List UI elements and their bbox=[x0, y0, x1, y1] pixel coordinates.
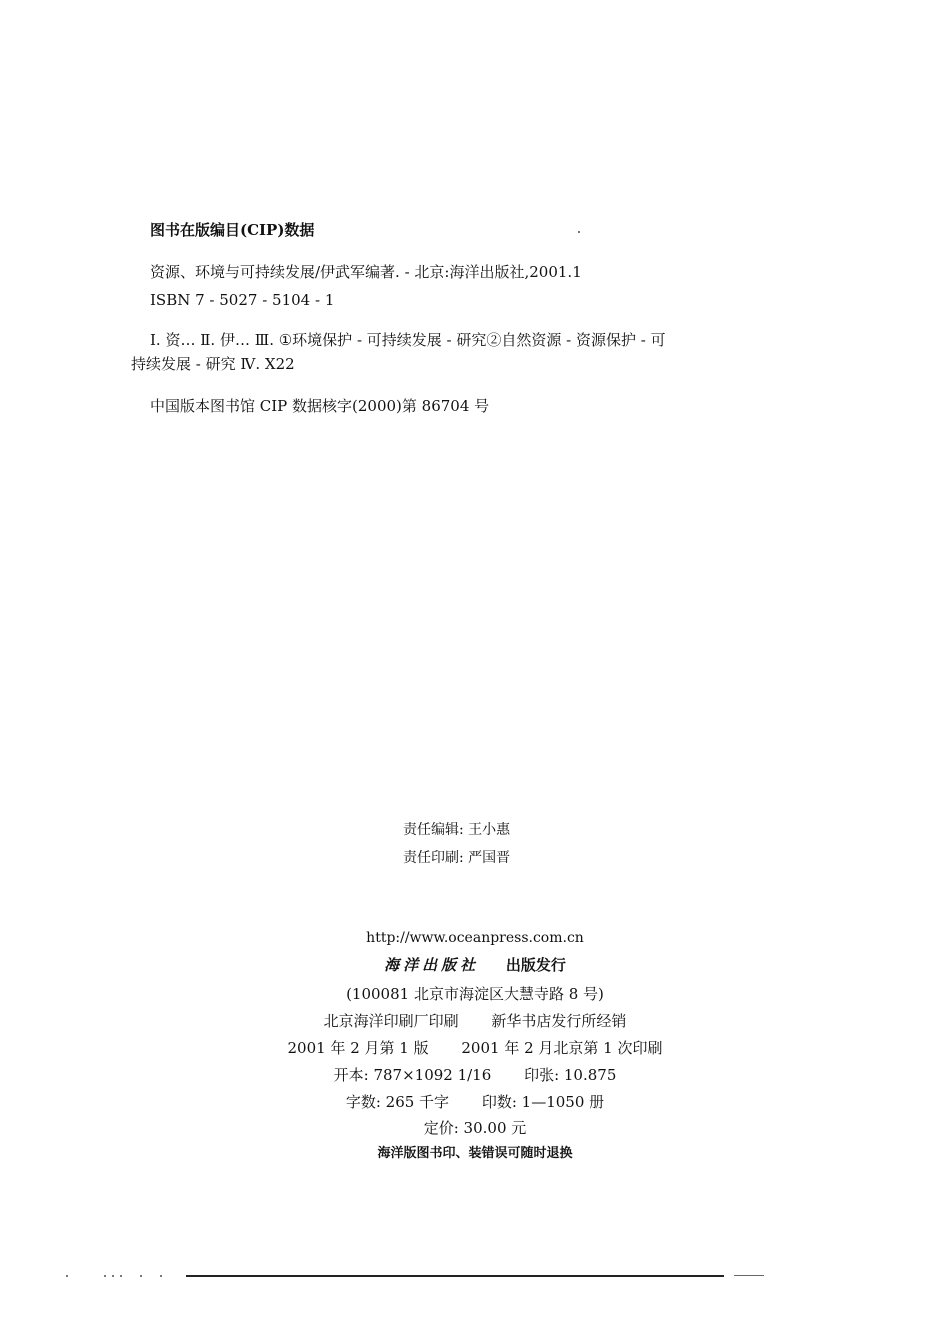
return-notice: 海洋版图书印、装错误可随时退换 bbox=[377, 1146, 573, 1161]
bottom-rule-fragment bbox=[734, 1275, 764, 1276]
printer-row bbox=[0, 1011, 950, 1031]
subject-line-2: 持续发展 - 研究 Ⅳ. X22 bbox=[131, 355, 295, 373]
publisher-address: (100081 北京市海淀区大慧寺路 8 号) bbox=[346, 985, 604, 1003]
word-count: 字数: 265 千字 bbox=[345, 1093, 450, 1111]
cip-record-number: 中国版本图书馆 CIP 数据核字(2000)第 86704 号 bbox=[150, 397, 490, 415]
scan-speck bbox=[66, 1275, 68, 1277]
responsible-printing: 责任印刷: 严国晋 bbox=[403, 850, 511, 866]
scan-speck bbox=[160, 1275, 162, 1277]
scan-speck bbox=[120, 1275, 122, 1277]
publisher-row bbox=[0, 955, 950, 975]
bottom-rule bbox=[186, 1275, 724, 1277]
format: 开本: 787×1092 1/16 bbox=[333, 1066, 492, 1084]
edition-row bbox=[0, 1038, 950, 1058]
distributor: 新华书店发行所经销 bbox=[491, 1012, 627, 1030]
publisher-label: 出版发行 bbox=[505, 956, 566, 974]
copies: 印数: 1—1050 册 bbox=[481, 1093, 605, 1111]
scan-speck bbox=[140, 1275, 142, 1277]
publisher-url: http://www.oceanpress.com.cn bbox=[366, 930, 584, 946]
subject-line-1: Ⅰ. 资… Ⅱ. 伊… Ⅲ. ①环境保护 - 可持续发展 - 研究②自然资源 - 资源保护 - 可 bbox=[150, 331, 666, 349]
price: 定价: 30.00 元 bbox=[423, 1119, 527, 1137]
scan-speck bbox=[112, 1275, 114, 1277]
format-row bbox=[0, 1065, 950, 1085]
publisher-logo-text: 海洋出版社 bbox=[384, 956, 480, 974]
responsible-editor: 责任编辑: 王小惠 bbox=[403, 822, 511, 838]
cip-title-line: 资源、环境与可持续发展/伊武军编著. - 北京:海洋出版社,2001.1 bbox=[150, 263, 582, 281]
scan-speck bbox=[578, 231, 580, 233]
cip-heading: 图书在版编目(CIP)数据 bbox=[150, 221, 315, 239]
print-run: 2001 年 2 月北京第 1 次印刷 bbox=[461, 1039, 663, 1057]
count-row bbox=[0, 1092, 950, 1112]
isbn: ISBN 7 - 5027 - 5104 - 1 bbox=[150, 291, 335, 309]
scan-speck bbox=[104, 1275, 106, 1277]
printed-sheets: 印张: 10.875 bbox=[524, 1066, 617, 1084]
printer: 北京海洋印刷厂印刷 bbox=[323, 1012, 459, 1030]
edition: 2001 年 2 月第 1 版 bbox=[287, 1039, 429, 1057]
